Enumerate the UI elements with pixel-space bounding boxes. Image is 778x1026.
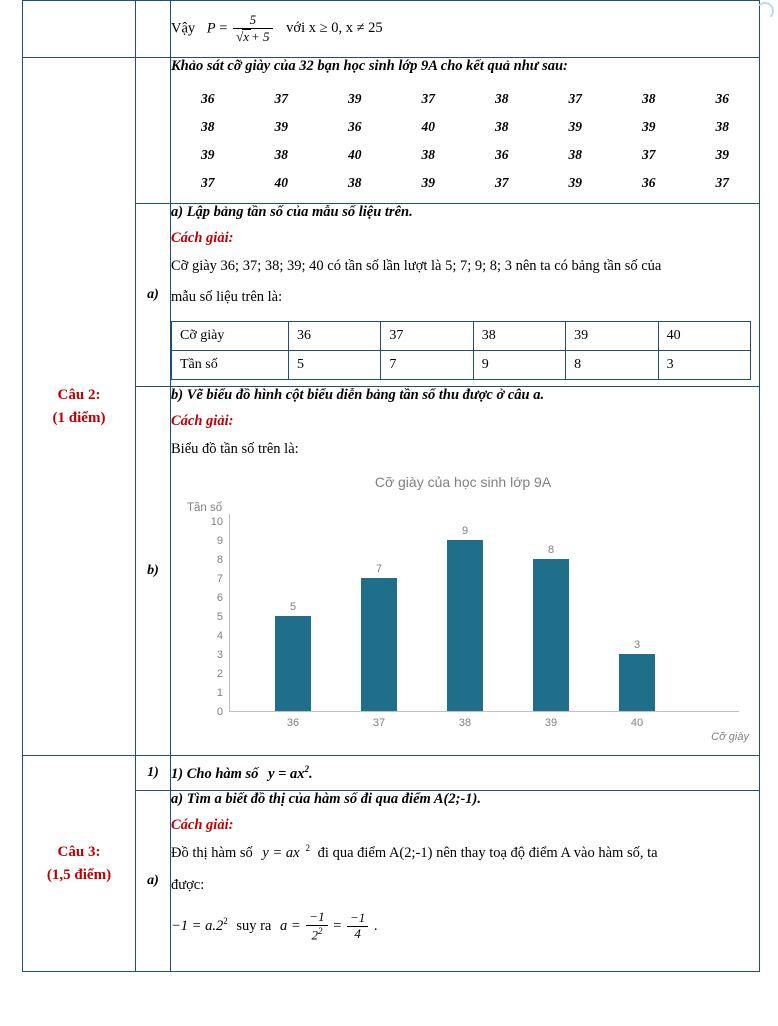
frac1-den-base: 2: [311, 927, 318, 943]
cau3-label: Câu 3:: [57, 844, 101, 861]
data-cell: 39: [274, 119, 288, 134]
freq-cell: 5: [289, 350, 381, 379]
cau3-part1-marker: 1): [136, 756, 171, 791]
y-tick: 0: [216, 706, 223, 719]
data-cell: 38: [495, 119, 509, 134]
row-cau3-part1: [23, 756, 760, 791]
cau3-label-cell: [23, 756, 136, 972]
line3-equals: =: [333, 917, 342, 934]
formula-equals: =: [219, 20, 228, 37]
part-a-solution-head: Cách giải:: [171, 230, 234, 246]
frac1-denominator: [306, 925, 327, 943]
chart-bar: [533, 544, 569, 730]
chart-y-axis-label: Tần số: [187, 502, 223, 515]
part-a-solution-line2: mẫu số liệu trên là:: [171, 289, 283, 306]
data-row: [171, 141, 759, 169]
cau2-part-a-marker: a): [136, 204, 171, 387]
cau3-part-a-solution-head: Cách giải:: [171, 817, 234, 834]
part-b-question: b) Vẽ biểu đồ hình cột biểu diễn bảng tần số thu được ở câu a.: [171, 386, 545, 403]
data-cell: 37: [568, 91, 582, 106]
line3-fraction-2: [347, 911, 368, 942]
cau2-intro-text: Khảo sát cỡ giày của 32 bạn học sinh lớp 9A cho kết quả như sau:: [171, 58, 568, 74]
denominator-plus: + 5: [251, 29, 270, 44]
y-tick: 10: [210, 516, 223, 529]
data-cell: 38: [642, 91, 656, 106]
frac2-denominator: 4: [347, 926, 368, 942]
part-b-solution-head: Cách giải:: [171, 412, 234, 429]
cau2-label: Câu 2:: [57, 387, 101, 404]
data-cell: 38: [274, 147, 288, 162]
chart-title: Cỡ giày của học sinh lớp 9A: [374, 474, 552, 491]
row-formula-result: [23, 1, 760, 58]
row-header-size: Cỡ giày: [172, 321, 289, 350]
y-tick: 6: [216, 592, 223, 605]
data-cell: 39: [568, 175, 582, 190]
frequency-table-row-freqs: [172, 350, 751, 379]
data-cell: 36: [348, 119, 362, 134]
decorative-corner-icon: [756, 2, 774, 20]
y-tick: 4: [216, 630, 223, 643]
frequency-bar-chart: [183, 474, 749, 749]
part-b-solution-text: Biểu đồ tần số trên là:: [171, 440, 299, 457]
chart-bar: [361, 563, 397, 730]
data-cell: 36: [201, 91, 215, 106]
chart-y-axis: [229, 514, 230, 712]
line3-suyra: suy ra: [236, 917, 272, 934]
x-tick: 40: [630, 717, 644, 730]
cau2-part-a-cell: [171, 204, 760, 387]
y-tick: 1: [216, 687, 223, 700]
main-layout-table: [22, 0, 760, 972]
cau3-part-a-marker: a): [136, 791, 171, 972]
data-cell: 39: [348, 91, 362, 106]
frac1-numerator: −1: [309, 908, 325, 924]
data-cell: 40: [421, 119, 435, 134]
line3-fraction-1: [306, 910, 327, 943]
data-cell: 37: [642, 147, 656, 162]
line1-pre: Đồ thị hàm số: [171, 845, 253, 862]
chart-x-axis-label: Cỡ giày: [711, 731, 749, 744]
y-tick: 2: [216, 668, 223, 681]
cau2-part-b-marker: b): [136, 386, 171, 755]
data-cell: 38: [495, 91, 509, 106]
data-cell: 39: [715, 147, 729, 162]
formula-cell: [171, 1, 760, 58]
empty-sub-cell: [136, 1, 171, 58]
data-cell: 36: [642, 175, 656, 190]
y-tick: 5: [216, 611, 223, 624]
row-header-freq: Tần số: [172, 350, 289, 379]
row-cau2-intro: [23, 58, 760, 204]
cau3-part-a-cell: [171, 791, 760, 972]
x-tick: 37: [372, 717, 386, 730]
cau2-part-b-cell: [171, 386, 760, 755]
survey-data-grid: [171, 85, 759, 197]
y-tick: 7: [216, 573, 223, 586]
data-cell: 38: [348, 175, 362, 190]
frac1-den-exponent: 2: [317, 925, 323, 936]
frequency-table: [171, 321, 751, 380]
sqrt-radicand: x: [243, 29, 250, 44]
cau3-question-1-math: y = ax: [268, 765, 305, 782]
fraction-numerator: 5: [249, 12, 257, 28]
empty-label-cell: [23, 1, 136, 58]
bar-value-label: 5: [289, 601, 297, 614]
x-tick: 36: [286, 717, 300, 730]
freq-cell: 9: [473, 350, 565, 379]
formula-variable: P: [206, 20, 216, 37]
data-cell: 39: [642, 119, 656, 134]
part-a-question: a) Lập bảng tần số của mẫu số liệu trên.: [171, 204, 413, 220]
freq-cell: 3: [658, 350, 750, 379]
y-tick: 9: [216, 535, 223, 548]
line3-period: .: [373, 917, 378, 934]
size-cell: 36: [289, 321, 381, 350]
cau3-question-1: [171, 764, 759, 783]
x-tick: 39: [544, 717, 558, 730]
data-cell: 39: [568, 119, 582, 134]
size-cell: 39: [566, 321, 658, 350]
part-a-solution-line1: Cỡ giày 36; 37; 38; 39; 40 có tần số lần lượt là 5; 7; 9; 8; 3 nên ta có bảng tần số của: [171, 258, 662, 274]
cau3-part-a-question: a) Tìm a biết đồ thị của hàm số đi qua điểm A(2;-1).: [171, 791, 482, 808]
y-tick: 3: [216, 649, 223, 662]
cau3-part1-cell: [171, 756, 760, 791]
cau2-points: (1 điểm): [52, 409, 106, 426]
freq-cell: 8: [566, 350, 658, 379]
data-cell: 37: [421, 91, 435, 106]
formula-condition: với x ≥ 0, x ≠ 25: [286, 20, 383, 37]
chart-x-axis: [229, 711, 739, 712]
bar-value-label: 3: [633, 639, 641, 652]
data-cell: 39: [421, 175, 435, 190]
data-cell: 37: [715, 175, 729, 190]
line3-exponent: 2: [223, 915, 228, 926]
data-cell: 39: [201, 147, 215, 162]
chart-bar: [447, 525, 483, 730]
data-cell: 40: [348, 147, 362, 162]
cau2-intro-cell: [171, 58, 760, 204]
line3-a-equals: a =: [280, 917, 301, 934]
data-cell: 37: [201, 175, 215, 190]
data-cell: 38: [421, 147, 435, 162]
fraction-denominator: √x + 5: [233, 28, 272, 45]
vay-text: Vậy: [171, 20, 196, 37]
chart-bar: [275, 601, 311, 730]
data-row: [171, 113, 759, 141]
cau3-solution-line3: [171, 910, 759, 943]
cau3-question-1-exponent: 2: [304, 763, 310, 774]
data-row: [171, 169, 759, 197]
line1-post: đi qua điểm A(2;-1) nên thay toạ độ điểm A vào hàm số, ta: [317, 845, 658, 862]
frequency-table-row-sizes: [172, 321, 751, 350]
cau2-intro-sub-cell: [136, 58, 171, 204]
data-cell: 37: [495, 175, 509, 190]
line1-exponent: 2: [305, 843, 311, 854]
line1-math: y = ax: [262, 845, 300, 862]
data-row: [171, 85, 759, 113]
data-cell: 36: [715, 91, 729, 106]
cau3-solution-line2: được:: [171, 876, 205, 893]
cau3-solution-line1: [171, 841, 759, 866]
cau3-question-1-text: 1) Cho hàm số: [171, 765, 259, 782]
size-cell: 40: [658, 321, 750, 350]
chart-plot-area: [210, 516, 689, 730]
frac2-numerator: −1: [350, 910, 366, 926]
formula-fraction: [233, 13, 272, 45]
bar-value-label: 9: [461, 525, 469, 538]
bar-value-label: 7: [375, 563, 383, 576]
size-cell: 37: [381, 321, 473, 350]
data-cell: 37: [274, 91, 288, 106]
x-tick: 38: [458, 717, 472, 730]
cau3-points: (1,5 điểm): [46, 866, 112, 883]
data-cell: 38: [715, 119, 729, 134]
data-cell: 38: [568, 147, 582, 162]
data-cell: 38: [201, 119, 215, 134]
data-cell: 40: [274, 175, 288, 190]
line3-expression: −1 = a.2: [171, 917, 224, 934]
data-cell: 36: [495, 147, 509, 162]
cau3-question-1-end: .: [309, 765, 313, 782]
bar-value-label: 8: [547, 544, 555, 557]
chart-bar: [619, 639, 655, 730]
freq-cell: 7: [381, 350, 473, 379]
cau2-label-cell: [23, 58, 136, 756]
y-tick: 8: [216, 554, 223, 567]
size-cell: 38: [473, 321, 565, 350]
